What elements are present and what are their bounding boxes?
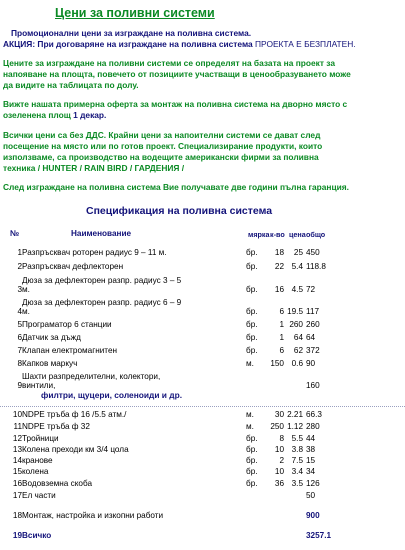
cell-name: Капков маркуч [22,359,78,368]
cell-num: 18 [12,511,22,520]
cell-total: 66.3 [306,410,322,419]
header-unit: мярка [248,230,270,239]
cell-unit: бр. [246,262,258,271]
cell-num: 1 [17,248,22,257]
offer-line-2 [3,110,403,121]
cell-num: 5 [17,320,22,329]
cell-total: 38 [306,445,316,454]
header-name: Наименование [71,229,132,238]
table-divider [0,406,405,407]
cell-unit: бр. [246,320,258,329]
offer-area-text: озеленена площ [3,110,74,120]
cell-total: 50 [306,491,316,500]
cell-num: 16 [12,479,22,488]
cell-name: Колена преходи км 3/4 цола [22,445,129,454]
header-num: № [10,229,20,238]
cell-total: 260 [306,320,320,329]
cell-total: 118.8 [306,262,326,271]
header-price: цена [289,230,306,239]
cell-price: 0.6 [291,359,303,368]
intro-line-1: Промоционални цени за изграждане на поливна система. [11,28,252,38]
cell-qty: 1 [279,333,284,342]
cell-price: 64 [293,333,303,342]
cell-price: 5.4 [291,262,303,271]
header-qty: к-во [270,230,285,239]
cell-total: 90 [306,359,316,368]
cell-qty: 150 [270,359,284,368]
cell-name: Шахти разпределителни, колектори, [22,372,161,381]
cell-name: Клапан електромагнитен [22,346,118,355]
cell-name: м. [22,307,30,316]
offer-area-highlight: 1 декар. [73,110,107,120]
cell-unit: м. [246,410,254,419]
cell-num: 12 [12,434,22,443]
price-line-1: Цените за изграждане на поливни системи се определят на базата на проект за [3,58,335,68]
cell-unit: бр. [246,285,258,294]
cell-unit: бр. [246,434,258,443]
cell-price: 5.5 [291,434,303,443]
cell-price: 4.5 [291,285,303,294]
cell-qty: 10 [274,467,284,476]
cell-name: Монтаж, настройка и изкопни работи [22,511,164,520]
cell-qty: 36 [274,479,284,488]
price-line-3: да видите на таблицата по долу. [3,80,139,90]
cell-num: 2 [17,262,22,271]
cell-name: Датчик за дъжд [22,333,81,342]
cell-qty: 18 [274,248,284,257]
cell-total: 280 [306,422,320,431]
cell-price: 1.12 [287,422,303,431]
cell-num: 7 [17,346,22,355]
cell-qty: 22 [274,262,284,271]
guarantee-line: След изграждане на поливна система Вие получавате две години пълна гаранция. [3,182,349,192]
vat-line-4: техника / HUNTER / RAIN BIRD / ГАРДЕНИЯ / [3,163,185,173]
vat-line-1: Всички цени са без ДДС. Крайни цени за напоителни системи се дават след [3,130,321,140]
vat-line-3: използваме, са производство на водещите американски фирми за поливна [3,152,319,162]
spec-title: Спецификация на поливна система [86,205,273,217]
cell-unit: бр. [246,467,258,476]
offer-paragraph [3,99,403,121]
cell-price: 3.8 [291,445,303,454]
cell-total: 372 [306,346,320,355]
cell-unit: бр. [246,333,258,342]
cell-price: 19.5 [287,307,303,316]
cell-name: Разпръсквач дефлекторен [22,262,124,271]
cell-price: 62 [293,346,303,355]
cell-num: 13 [12,445,22,454]
cell-name: Дюза за дефлекторен разпр. радиус 6 – 9 [22,298,182,307]
cell-qty: 250 [270,422,284,431]
cell-qty: 16 [274,285,284,294]
cell-total: 44 [306,434,316,443]
cell-num: 8 [17,359,22,368]
cell-num: 15 [12,467,22,476]
cell-unit: м. [246,422,254,431]
cell-total: 450 [306,248,320,257]
cell-name: Тройници [22,434,59,443]
cell-total: 900 [306,511,320,520]
spec-section-note: филтри, щуцери, соленоиди и др. [41,390,183,400]
intro-paragraph [3,28,403,50]
cell-name: Ел части [22,491,56,500]
cell-num: 10 [12,410,22,419]
cell-qty: 10 [274,445,284,454]
cell-total: 72 [306,285,316,294]
cell-name: Всичко [22,531,52,540]
cell-unit: бр. [246,479,258,488]
cell-total: 3257.1 [306,531,332,540]
header-total: общо [306,230,326,239]
page-title: Цени за поливни системи [55,6,215,20]
intro-offer-text: АКЦИЯ: При договаряне на изграждане на поливна система [3,39,256,49]
cell-num: 4 [17,307,22,316]
cell-total: 160 [306,381,320,390]
cell-name: NDPE тръба ф 32 [22,422,90,431]
cell-unit: бр. [246,307,258,316]
cell-num: 3 [17,285,22,294]
intro-offer-highlight: ПРОЕКТА Е БЕЗПЛАТЕН. [255,39,356,49]
price-paragraph [3,58,403,91]
cell-price: 2.21 [287,410,303,419]
cell-qty: 1 [279,320,284,329]
intro-line-2 [3,39,403,50]
vat-line-2: посещение на място или по готов проект. Специализирание продукти, които [3,141,323,151]
cell-total: 117 [306,307,320,316]
cell-price: 7.5 [291,456,303,465]
cell-price: 260 [289,320,303,329]
cell-num: 14 [12,456,22,465]
cell-qty: 30 [274,410,284,419]
cell-total: 34 [306,467,316,476]
cell-unit: бр. [246,445,258,454]
cell-qty: 8 [279,434,284,443]
offer-line-1: Вижте нашата примерна оферта за монтаж на поливна система на дворно място с [3,99,348,109]
cell-num: 17 [12,491,22,500]
cell-name: Дюза за дефлекторен разпр. радиус 3 – 5 [22,276,182,285]
cell-unit: бр. [246,456,258,465]
cell-name: винтили, [22,381,56,390]
price-line-2: напояване на площта, повечето от позициите участващи в ценообразуването може [3,69,351,79]
cell-name: Разпръсквач роторен радиус 9 – 11 м. [22,248,167,257]
cell-price: 25 [293,248,303,257]
cell-name: Програматор 6 станции [22,320,112,329]
vat-paragraph [3,130,403,174]
cell-total: 64 [306,333,316,342]
cell-qty: 2 [279,456,284,465]
cell-num: 6 [17,333,22,342]
cell-name: м. [22,285,30,294]
cell-price: 3.4 [291,467,303,476]
cell-unit: м. [246,359,254,368]
cell-name: колена [22,467,49,476]
cell-name: NDPE тръба ф 16 /5.5 атм./ [22,410,127,419]
cell-num: 11 [13,422,22,431]
cell-total: 126 [306,479,320,488]
guarantee-paragraph [3,182,403,193]
cell-total: 15 [306,456,316,465]
cell-num: 9 [17,381,22,390]
cell-price: 3.5 [291,479,303,488]
cell-name: кранове [22,456,53,465]
cell-qty: 6 [279,346,284,355]
cell-name: Водовземна скоба [22,479,92,488]
cell-qty: 6 [279,307,284,316]
cell-num: 19 [12,531,22,540]
cell-unit: бр. [246,248,258,257]
cell-unit: бр. [246,346,258,355]
